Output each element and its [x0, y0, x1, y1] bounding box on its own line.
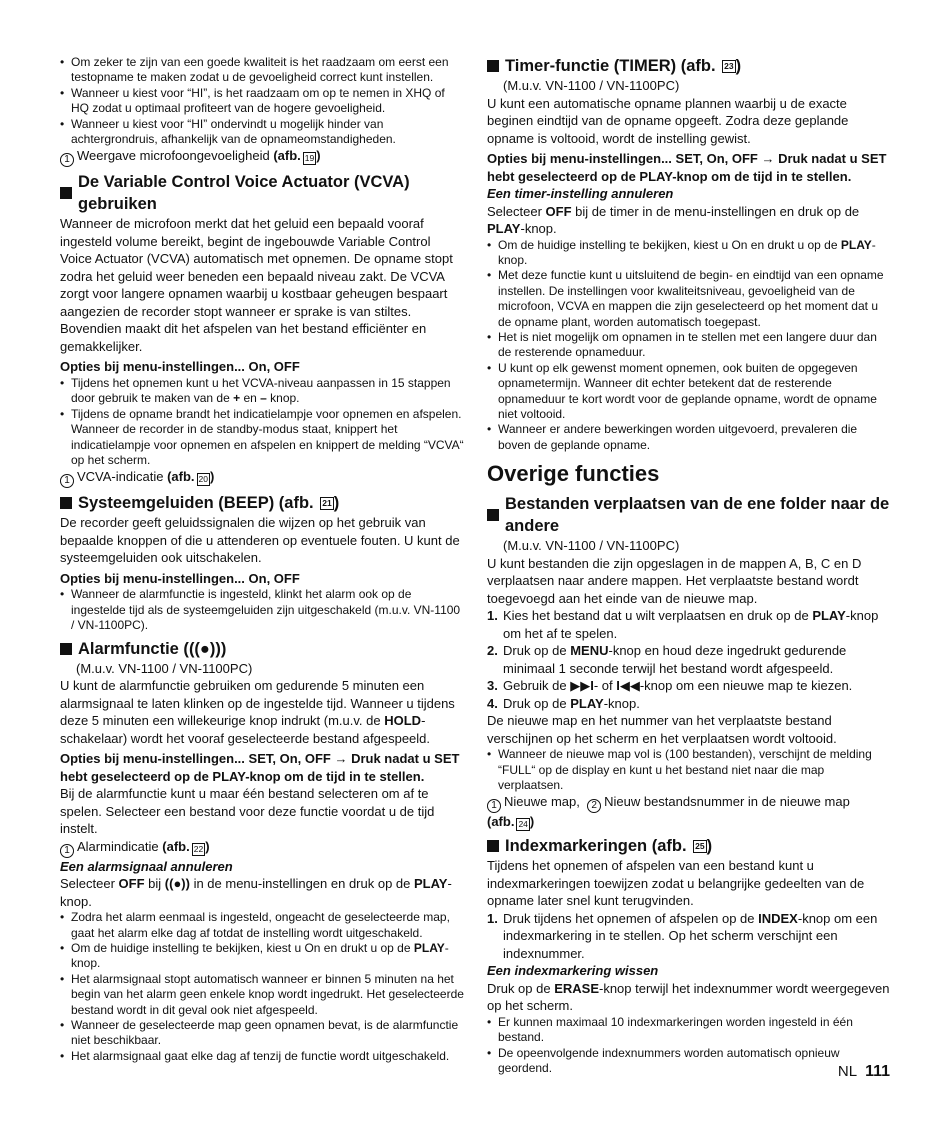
- move-body: U kunt bestanden die zijn opgeslagen in de mappen A, B, C en D verplaatsen naar andere mappen. Het verplaatste bestand wordt toegevoegd aan het einde van de nieuwe map.: [487, 555, 862, 606]
- square-bullet-icon: [60, 187, 72, 199]
- vcva-menu-options: Opties bij menu-instellingen... On, OFF: [60, 359, 300, 375]
- step-item: 4. Druk op de PLAY-knop.: [487, 695, 640, 711]
- move-body-2: De nieuwe map en het nummer van het verplaatste bestand verschijnen op het scherm en het verplaatsen wordt voltooid.: [487, 713, 837, 746]
- step-item: 2. Druk op de MENU-knop en houd deze ingedrukt gedurende minimaal 1 seconde terwijl het bestand wordt afgespeeld.: [487, 643, 847, 676]
- step-item: 1. Kies het bestand dat u wilt verplaatsen en druk op de PLAY-knop om het af te spelen.: [487, 608, 879, 641]
- timer-model-note: (M.u.v. VN-1100 / VN-1100PC): [503, 78, 680, 93]
- index-heading: Indexmarkeringen (afb. 25 ): [487, 835, 892, 857]
- alarm-cancel-body: Selecteer OFF bij ((●)) in de menu-instellingen en druk op de PLAY-knop.: [60, 876, 452, 909]
- square-bullet-icon: [60, 497, 72, 509]
- index-delete-heading: Een indexmarkering wissen: [487, 963, 659, 979]
- alarm-icon: ((●)): [164, 876, 190, 892]
- list-item: • Wanneer er andere bewerkingen worden uitgevoerd, prevaleren die boven de geplande opname.: [487, 422, 892, 453]
- figure-ref: 25: [695, 840, 705, 851]
- timer-menu-options: Opties bij menu-instellingen... SET, On, OFF → Druk nadat u SET hebt geselecteerd op de PLAY-knop om de tijd in te stellen.: [487, 151, 887, 184]
- timer-cancel-heading: Een timer-instelling annuleren: [487, 186, 674, 201]
- callout-number: 2: [587, 799, 601, 813]
- step-item: 1. Druk tijdens het opnemen of afspelen op de INDEX-knop om een indexmarkering in te stellen. Op het scherm verschijnt een indexnummer.: [487, 910, 878, 961]
- square-bullet-icon: [487, 840, 499, 852]
- move-steps: [487, 607, 892, 712]
- callout-number: 1: [60, 153, 74, 167]
- list-item: • Om de huidige instelling te bekijken, kiest u On en drukt u op de PLAY-knop.: [60, 941, 465, 972]
- vcva-notes: [60, 376, 465, 468]
- left-column: [60, 55, 465, 1064]
- list-item: • Tijdens de opname brandt het indicatielampje voor opnemen en afspelen. Wanneer de recorder in de standby-modus staat, knippert het indicatielampje voor opnemen en afspelen en knippert de melding “VCVA“ op het scherm.: [60, 407, 465, 469]
- beep-menu-options: Opties bij menu-instellingen... On, OFF: [60, 570, 300, 586]
- right-column: [487, 55, 892, 1077]
- beep-notes: [60, 587, 465, 633]
- timer-heading: Timer-functie (TIMER) (afb. 23 ): [487, 55, 892, 77]
- timer-notes: [487, 238, 892, 454]
- alarm-body-2: Bij de alarmfunctie kunt u maar één bestand selecteren om af te spelen. Selecteer een bestand voor deze functie voordat u de tijd instelt.: [60, 786, 435, 837]
- index-delete-body: Druk op de ERASE-knop terwijl het indexnummer wordt weergegeven op het scherm.: [487, 980, 890, 1014]
- callout-number: 1: [60, 474, 74, 488]
- timer-body: U kunt een automatische opname plannen waarbij u de exacte beginen eindtijd van de opname opgeeft. Zodra deze geplande opname is voltooid, wordt de instelling gewist.: [487, 95, 849, 146]
- list-item: • De opeenvolgende indexnummers worden automatisch opnieuw geordend.: [487, 1046, 892, 1077]
- figure-ref: 22: [193, 843, 204, 854]
- page-footer: [838, 1063, 890, 1081]
- language-code: NL: [837, 1063, 858, 1080]
- figure-ref: 19: [304, 153, 315, 164]
- alarm-model-note: (M.u.v. VN-1100 / VN-1100PC): [76, 660, 253, 676]
- vcva-indicator-caption: 1 VCVA-indicatie (afb. 20 ): [60, 468, 465, 488]
- alarm-cancel-heading: Een alarmsignaal annuleren: [60, 858, 233, 874]
- index-body: Tijdens het opnemen of afspelen van een bestand kunt u indexmarkeringen toewijzen zodat u belangrijke gedeelten van de opname later snel kunt terugvinden.: [487, 858, 865, 909]
- move-model-note: (M.u.v. VN-1100 / VN-1100PC): [503, 538, 680, 554]
- figure-ref: 24: [518, 819, 528, 830]
- figure-ref: 21: [322, 497, 332, 508]
- list-item: • Het alarmsignaal stopt automatisch wanneer er binnen 5 minuten na het begin van het alarm geen enkele knop wordt ingedrukt. Het geselecteerde bestand wordt in dit geval ook niet afgespeeld.: [60, 972, 465, 1018]
- move-indicator-caption: 1 Nieuwe map, 2 Nieuw bestandsnummer in de nieuwe map: [487, 793, 892, 813]
- list-item: • Het alarmsignaal gaat elke dag af tenzij de functie wordt uitgeschakeld.: [60, 1049, 465, 1064]
- other-functions-title: Overige functies: [487, 461, 660, 487]
- figure-ref: 23: [724, 60, 734, 71]
- rewind-icon: I◀◀: [616, 678, 640, 694]
- list-item: • Met deze functie kunt u uitsluitend de begin- en eindtijd van een opname instellen. De instellingen voor kwaliteitsniveau, gevoeligheid van de microfoon, VCVA en mappen die zijn geselecteerd op het moment dat u de opname plant, worden automatisch toegepast.: [487, 268, 892, 330]
- list-item: • Zodra het alarm eenmaal is ingesteld, ongeacht de geselecteerde map, gaat het alarm elke dag af totdat de instelling wordt uitgeschakeld.: [60, 910, 465, 941]
- figure-ref: 20: [198, 474, 209, 485]
- list-item: • Wanneer de alarmfunctie is ingesteld, klinkt het alarm ook op de ingestelde tijd als de systeemgeluiden zijn uitgeschakeld (m.u.v. VN-1100 / VN-1100PC).: [60, 587, 465, 633]
- list-item: • Wanneer u kiest voor “HI” ondervindt u mogelijk hinder van achtergrondruis, afhankelijk van de opnameomstandigheden.: [60, 117, 465, 148]
- step-item: 3. Gebruik de ▶▶I- of I◀◀-knop om een nieuwe map te kiezen.: [487, 678, 853, 694]
- index-notes: [487, 1015, 892, 1077]
- beep-body: De recorder geeft geluidssignalen die wijzen op het gebruik van bepaalde knoppen of die u attenderen op eventuele fouten. U kunt de systeemgeluiden ook uitschakelen.: [60, 515, 460, 566]
- square-bullet-icon: [60, 643, 72, 655]
- alarm-indicator-caption: 1 Alarmindicatie (afb. 22 ): [60, 838, 465, 858]
- callout-number: 1: [60, 844, 74, 858]
- timer-cancel-body: Selecteer OFF bij de timer in de menu-instellingen en druk op de PLAY-knop.: [487, 203, 860, 236]
- vcva-body: Wanneer de microfoon merkt dat het geluid een bepaald vooraf ingesteld volume bereikt, begint de ingebouwde Variable Control Voice Actuator (VCVA) automatisch met opnemen. De opname stopt zodra het geluid weer beneden een bepaald niveau zakt. De VCVA zorgt voor langere opnamen waarbij u kostbaar geheugen bespaart aangezien de recorder stopt wanneer er sprake is van stiltes. Bovendien maakt dit het afspelen van het bestand efficiënter en gemakkelijker.: [60, 216, 453, 354]
- alarm-body: U kunt de alarmfunctie gebruiken om gedurende 5 minuten een alarmsignaal te laten klinken op de ingestelde tijd. Wanneer u tijdens deze 5 minuten een willekeurige knop indrukt (m.u.v. de HOLD-schakelaar) wordt het vooraf geselecteerde bestand afgespeeld.: [60, 678, 455, 746]
- alarm-heading: Alarmfunctie ( ((●)) ): [60, 638, 465, 660]
- square-bullet-icon: [487, 60, 499, 72]
- index-steps: [487, 910, 892, 963]
- page-number: 111: [865, 1063, 890, 1080]
- list-item: • Om de huidige instelling te bekijken, kiest u On en drukt u op de PLAY-knop.: [487, 238, 892, 269]
- move-figure-ref: (afb. 24 ): [487, 814, 535, 830]
- list-item: • Tijdens het opnemen kunt u het VCVA-niveau aanpassen in 15 stappen door gebruik te maken van de + en – knop.: [60, 376, 465, 407]
- move-notes: [487, 747, 892, 793]
- list-item: • Wanneer de nieuwe map vol is (100 bestanden), verschijnt de melding “FULL“ op de display en kunt u het bestand niet naar die map verplaatsen.: [487, 747, 892, 793]
- vcva-heading: De Variable Control Voice Actuator (VCVA) gebruiken: [60, 171, 465, 215]
- square-bullet-icon: [487, 509, 499, 521]
- list-item: • Er kunnen maximaal 10 indexmarkeringen worden ingesteld in één bestand.: [487, 1015, 892, 1046]
- list-item: • Om zeker te zijn van een goede kwaliteit is het raadzaam om eerst een testopname te maken zodat u de gevoeligheid correct kunt instellen.: [60, 55, 465, 86]
- alarm-icon: ((●)): [188, 639, 221, 658]
- list-item: • Het is niet mogelijk om opnamen in te stellen met een langere duur dan de resterende opnameduur.: [487, 330, 892, 361]
- beep-heading: Systeemgeluiden (BEEP) (afb. 21 ): [60, 492, 465, 514]
- move-files-heading: Bestanden verplaatsen van de ene folder naar de andere: [487, 493, 892, 537]
- list-item: • Wanneer de geselecteerde map geen opnamen bevat, is de alarmfunctie niet beschikbaar.: [60, 1018, 465, 1049]
- mic-sensitivity-indicator-caption: 1 Weergave microfoongevoeligheid (afb. 19 ): [60, 147, 465, 167]
- callout-number: 1: [487, 799, 501, 813]
- list-item: • U kunt op elk gewenst moment opnemen, ook buiten de opgegeven opnametermijn. Wanneer dit echter betekent dat de resterende opnameduur te kort wordt voor de geplande opname, wordt de opname niet voltooid.: [487, 361, 892, 423]
- sensitivity-notes: [60, 55, 465, 147]
- alarm-menu-options: Opties bij menu-instellingen... SET, On, OFF → Druk nadat u SET hebt geselecteerd op de PLAY-knop om de tijd in te stellen.: [60, 751, 460, 784]
- list-item: • Wanneer u kiest voor “HI”, is het raadzaam om op te nemen in XHQ of HQ zodat u optimaal profiteert van de hogere gevoeligheid.: [60, 86, 465, 117]
- alarm-notes: [60, 910, 465, 1064]
- fast-forward-icon: ▶▶I: [570, 678, 594, 694]
